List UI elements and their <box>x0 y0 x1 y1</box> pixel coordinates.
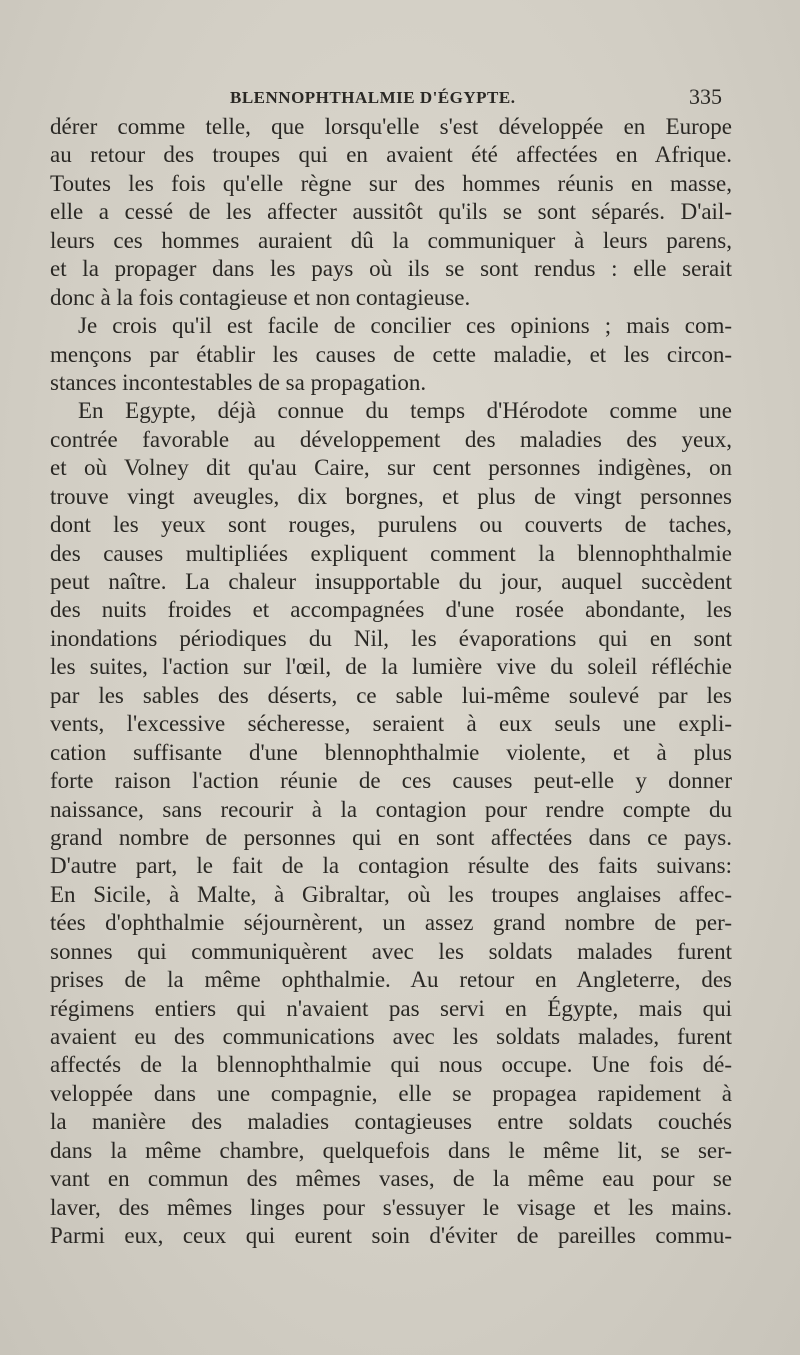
text-line: stances incontestables de sa propagation. <box>50 369 427 395</box>
text-line: naissance, sans recourir à la contagion pour rendre compte du <box>50 796 732 822</box>
page-number: 335 <box>689 84 722 109</box>
text-line: dont les yeux sont rouges, purulens ou couverts de taches, <box>50 512 732 538</box>
text-line: la manière des maladies contagieuses entre soldats couchés <box>50 1109 732 1135</box>
text-line: forte raison l'action réunie de ces causes peut-elle y donner <box>50 768 732 794</box>
text-line: Parmi eux, ceux qui eurent soin d'éviter de pareilles commu- <box>50 1223 732 1249</box>
text-line: contrée favorable au développement des maladies des yeux, <box>50 426 732 452</box>
text-line: Je crois qu'il est facile de concilier ces opinions ; mais com- <box>78 313 732 339</box>
text-line: En Sicile, à Malte, à Gibraltar, où les troupes anglaises affec- <box>50 881 732 907</box>
text-line: et la propager dans les pays où ils se sont rendus : elle serait <box>50 256 732 282</box>
text-line: Toutes les fois qu'elle règne sur des hommes réunis en masse, <box>50 170 732 196</box>
text-line: donc à la fois contagieuse et non contagieuse. <box>50 284 471 310</box>
running-title: BLENNOPHTHALMIE D'ÉGYPTE. <box>230 88 516 107</box>
text-line: inondations périodiques du Nil, les évaporations qui en sont <box>50 625 732 651</box>
text-line: vant en commun des mêmes vases, de la même eau pour se <box>50 1166 732 1192</box>
text-line: cation suffisante d'une blennophthalmie violente, et à plus <box>50 739 732 765</box>
text-line: les suites, l'action sur l'œil, de la lumière vive du soleil réfléchie <box>50 654 732 680</box>
running-head <box>52 84 728 114</box>
text-line: laver, des mêmes linges pour s'essuyer le visage et les mains. <box>50 1194 732 1220</box>
text-line: En Egypte, déjà connue du temps d'Hérodote comme une <box>78 398 732 424</box>
text-line: des nuits froides et accompagnées d'une rosée abondante, les <box>50 597 732 623</box>
text-line: dans la même chambre, quelquefois dans le même lit, se ser- <box>50 1137 732 1163</box>
text-line: D'autre part, le fait de la contagion résulte des faits suivans: <box>50 853 732 879</box>
text-line: elle a cessé de les affecter aussitôt qu'ils se sont séparés. D'ail- <box>50 199 732 225</box>
text-line: prises de la même ophthalmie. Au retour en Angleterre, des <box>50 967 732 993</box>
text-line: des causes multipliées expliquent comment la blennophthalmie <box>50 540 732 566</box>
text-line: par les sables des déserts, ce sable lui-même soulevé par les <box>50 682 732 708</box>
text-line: affectés de la blennophthalmie qui nous occupe. Une fois dé- <box>50 1052 732 1078</box>
text-line: dérer comme telle, que lorsqu'elle s'est développée en Europe <box>50 114 732 139</box>
text-line: tées d'ophthalmie séjournèrent, un assez grand nombre de per- <box>50 910 732 936</box>
text-line: régimens entiers qui n'avaient pas servi en Égypte, mais qui <box>50 995 732 1021</box>
text-line: mençons par établir les causes de cette maladie, et les circon- <box>50 341 732 367</box>
text-line: leurs ces hommes auraient dû la communiquer à leurs parens, <box>50 227 732 253</box>
text-line: grand nombre de personnes qui en sont affectées dans ce pays. <box>50 824 732 850</box>
body-text <box>50 113 732 1251</box>
text-line: et où Volney dit qu'au Caire, sur cent personnes indigènes, on <box>50 455 732 481</box>
text-line: sonnes qui communiquèrent avec les soldats malades furent <box>50 938 732 964</box>
text-line: trouve vingt aveugles, dix borgnes, et plus de vingt personnes <box>50 483 732 509</box>
text-line: veloppée dans une compagnie, elle se propagea rapidement à <box>50 1080 732 1106</box>
text-line: avaient eu des communications avec les soldats malades, furent <box>50 1024 732 1049</box>
text-line: peut naître. La chaleur insupportable du jour, auquel succèdent <box>50 569 732 594</box>
text-line: vents, l'excessive sécheresse, seraient à eux seuls une expli- <box>50 711 732 737</box>
text-line: au retour des troupes qui en avaient été affectées en Afrique. <box>50 142 732 168</box>
